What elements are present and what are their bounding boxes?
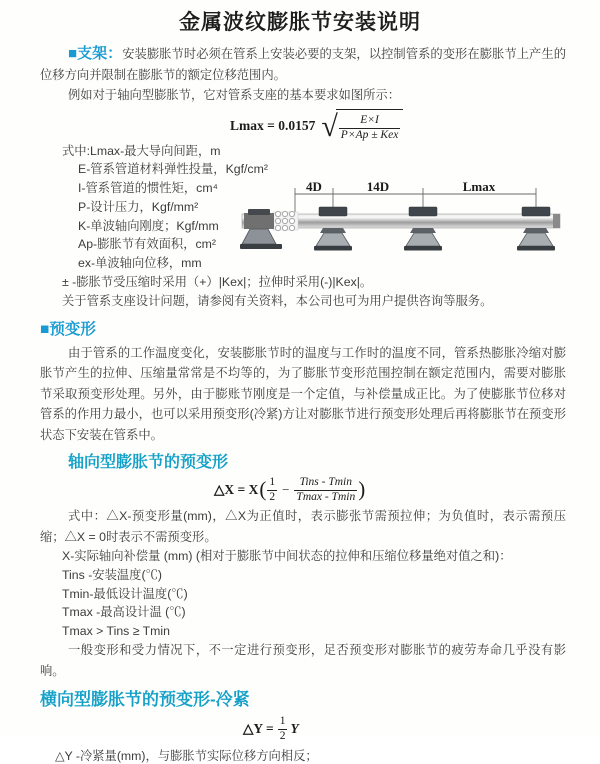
temp-line: Tmax -最高设计温 (℃) [62,605,186,620]
definitions-block [62,142,600,311]
guide-support [314,207,352,251]
temp-line: Tmin-最低设计温度(℃) [62,586,188,601]
half-fraction: $\frac{1}{2}$ [269,475,276,503]
lateral-formula-lhs: △Y = [243,721,274,737]
pipe-end-cap [553,214,560,228]
temperature-definitions [62,566,600,640]
guide-support [517,207,555,251]
dim-label-14d: 14D [366,178,390,194]
axial-explanation-text: 式中：△X-预变形量(mm)，△X为正值时，表示膨张节需预拉伸；为负值时，表示需预压缩；△X = 0时表示不需预变形。 [40,509,566,544]
lateral-preform-heading: 横向型膨胀节的预变形-冷紧 [40,690,250,710]
consult-note: 关于管系支座设计问题，请参阅有关资料，本公司也可为用户提供咨询等服务。 [62,293,493,308]
support-intro-text: 安装膨胀节时必须在管系上安装必要的支架，以控制管系的变形在膨胀节上产生的位移方向并限制在膨胀节的额定位移范围内。 [40,47,566,82]
axial-preform-formula [214,476,600,504]
definition-line: ex-单波轴向位移，mm [78,256,202,271]
lmax-formula-denominator: P×Ap ± Kex [340,128,399,141]
lateral-formula-rhs: Y [290,721,299,737]
support-paragraph [40,44,566,85]
definition-line: 式中:Lmax-最大导向间距，m [62,143,221,158]
definition-line: E-管系管道材料弹性投量，Kgf/cm² [78,162,268,177]
dim-label-lmax: Lmax [462,178,496,194]
temperature-fraction: $\frac{\text{Tins - Tmin}}{Tmax - Tmin}$ [296,475,356,503]
preform-section-label: ■预变形 [40,320,96,338]
lmax-formula-numerator: E×I [360,113,379,126]
definition-line: K-单波轴向刚度；Kgf/mm [78,218,219,233]
open-paren: ( [259,476,267,501]
support-example-text: 例如对于轴向型膨胀节，它对管系支座的基本要求如图所示： [68,88,401,102]
definition-line: Ap-膨胀节有效面积，cm² [78,237,216,252]
dim-label-4d: 4D [306,178,322,194]
close-paren: ) [358,476,366,501]
axial-formula-lhs: △X = X [214,482,259,498]
axial-note-text: 一般变形和受力情况下，不一定进行预变形，足否预变形对膨胀节的疲劳寿命几乎没有影响。 [40,643,566,678]
temp-line: Tmax > Tins ≥ Tmin [62,623,170,638]
minus-operator: − [282,482,290,498]
bellows-icon [273,211,298,230]
lmax-formula-lhs: Lmax = 0.0157 [230,117,316,133]
definition-line: P-设计压力，Kgf/mm² [78,199,199,214]
page-title: 金属波纹膨胀节安装说明 [179,11,421,34]
preform-body-text: 由于管系的工作温度变化，安装膨胀节时的温度与工作时的温度不同，管系热膨胀冷缩对膨胀节产生的拉伸、压缩量常常是不均等的，为了膨胀节变形范围控制在额定范围内，需要对膨胀节采取预变形处理。另外，由于膨账节刚度是一个定值，与补偿量成正比。为了使膨胀节位移对管系的作用力最小，也可以采用预变形(冷紧)方让对膨胀节进行预变形处理后再将膨胀节在预变形状态下安装在管系中。 [40,345,566,442]
lmax-formula [230,110,600,142]
lateral-preform-formula [243,716,600,742]
support-section-label: ■支架： [68,45,123,62]
axial-x-definition: X-实际轴向补偿量 (mm) (相对于膨胀节中间状态的拉伸和压缩位移量绝对值之和)： [62,549,512,564]
lateral-y-definition: △Y -冷紧量(mm)，与膨胀节实际位移方向相反； [55,749,318,764]
definition-line: I-管系管道的惯性矩，cm⁴ [78,181,218,196]
half-fraction: $\frac{1}{2}$ [279,714,286,742]
radical-sign: √ [321,110,338,143]
pipe-support-diagram [238,176,598,256]
axial-preform-heading: 轴向型膨胀节的预变形 [68,454,229,472]
pm-note: ± -膨胀节受压缩时采用（+）|Kex|；拉伸时采用(-)|Kex|。 [62,275,373,290]
radical-body [336,109,404,143]
temp-line: Tins -安装温度(℃) [62,568,162,583]
guide-support [404,207,442,251]
